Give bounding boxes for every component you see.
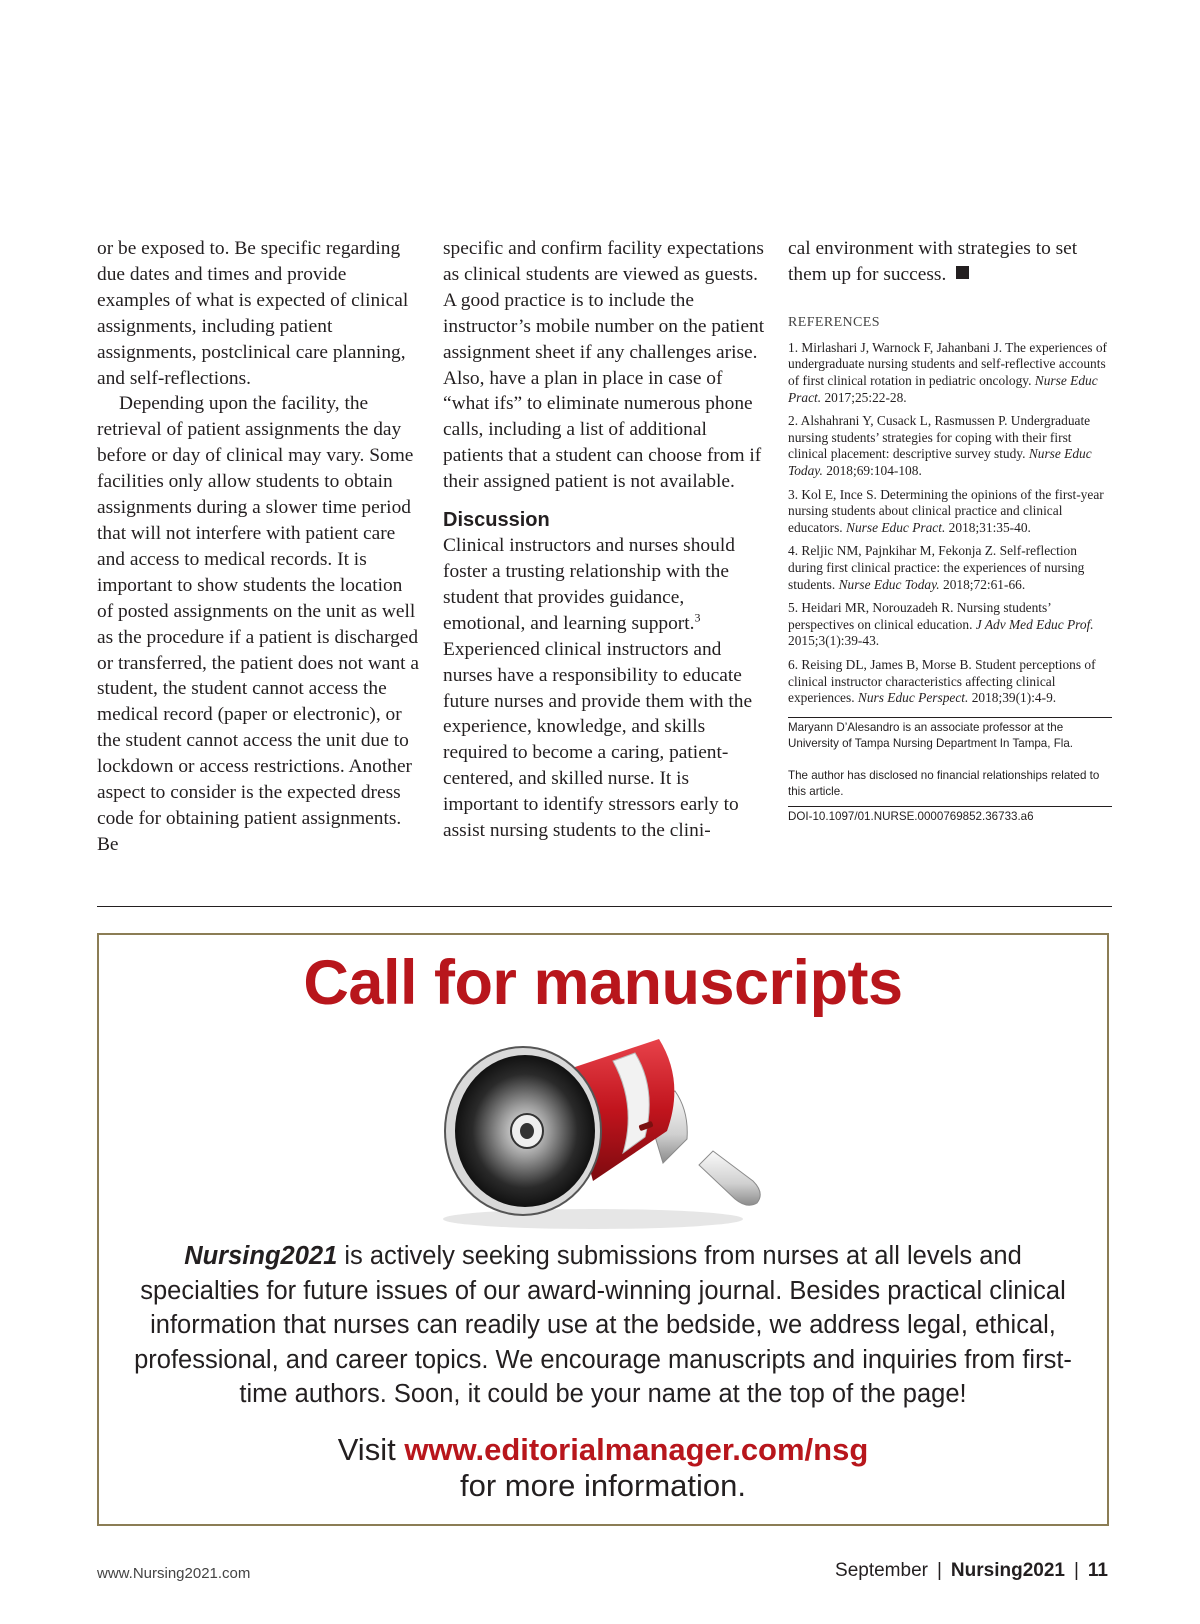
paragraph-text: Experienced clinical instructors and nurses have a responsibility to educate future nurses and provide them with the experience, knowledge, and skills required to become a caring, patient-centered, and skilled nurse. It is important to identify stressors early to assist nursing students to the clini- [443, 638, 753, 842]
reference-item [788, 413, 1112, 479]
reference-item [788, 543, 1112, 593]
paragraph-text: Clinical instructors and nurses should foster a trusting relationship with the student that provides guidance, emotional, and learning support. [443, 535, 735, 634]
reference-journal: Nurse Educ Pract. [846, 519, 946, 535]
section-divider [97, 906, 1112, 907]
doi: DOI-10.1097/01.NURSE.0000769852.36733.a6 [788, 809, 1034, 823]
ad-title: Call for manuscripts [303, 948, 903, 1018]
reference-text: 1. Mirlashari J, Warnock F, Jahanbani J. The experiences of undergraduate nursing students and self-reflective accounts of first clinical rotation in pediatric oncology. [788, 339, 1108, 388]
citation-superscript: 3 [694, 610, 701, 625]
article-paragraph: or be exposed to. Be specific regarding due dates and times and provide examples of what is expected of clinical assignments, including patient assignments, postclinical care planning, and self-reflections. [97, 238, 409, 389]
section-heading-discussion: Discussion [443, 509, 550, 532]
page-number: 11 [1087, 1560, 1108, 1581]
article-paragraph: specific and confirm facility expectations as clinical students are viewed as guests. A good practice is to include the instructor’s mobile number on the patient assignment sheet if any challenges arise. Also, have a plan in place in case of “what ifs” to eliminate numerous phone calls, including a list of additional patients that a student can choose from if their assigned patient is not available. [443, 238, 765, 493]
footer-folio [835, 1560, 1108, 1582]
footer-website: www.Nursing2021.com [97, 1565, 251, 1582]
reference-text: 3. Kol E, Ince S. Determining the opinions of the first-year nursing students about clinical practice and clinical educators. [788, 486, 1104, 535]
reference-journal: Nurse Educ Today. [838, 576, 940, 592]
reference-item [788, 600, 1112, 650]
call-for-manuscripts-ad [97, 933, 1109, 1526]
author-bio: Maryann D’Alesandro is an associate professor at the University of Tampa Nursing Department In Tampa, Fla. [788, 720, 1074, 750]
reference-item [788, 657, 1112, 707]
reference-text: 5. Heidari MR, Norouzadeh R. Nursing students’ perspectives on clinical education. [788, 600, 1051, 632]
footer-journal: Nursing2021 [950, 1560, 1065, 1581]
reference-item [788, 487, 1112, 537]
reference-item [788, 340, 1112, 406]
disclosure-statement: The author has disclosed no financial relationships related to this article. [788, 768, 1100, 798]
reference-text: 6. Reising DL, James B, Morse B. Student perceptions of clinical instructor characteristics affecting clinical experiences. [788, 656, 1096, 706]
paragraph-text: cal environment with strategies to set them up for success. [788, 238, 1078, 285]
reference-journal: Nurse Educ Today. [788, 446, 1092, 478]
reference-journal: Nurse Educ Pract. [788, 373, 1098, 405]
editorial-manager-link[interactable]: www.editorialmanager.com/nsg [404, 1431, 869, 1467]
reference-journal: Nurs Educ Perspect. [857, 690, 969, 706]
journal-brand: Nursing2021 [184, 1242, 338, 1270]
reference-text: 2015;3(1):39-43. [788, 633, 880, 649]
reference-text: 4. Reljic NM, Pajnkihar M, Fekonja Z. Self-reflection during first clinical practice: the experiences of nursing students. [788, 543, 1085, 592]
footer-separator: | [936, 1560, 942, 1581]
reference-text: 2018;69:104-108. [822, 462, 922, 478]
reference-text: 2017;25:22-28. [821, 389, 907, 405]
footer-month: September [835, 1560, 928, 1581]
divider [788, 806, 1112, 807]
article-column-3 [788, 236, 1112, 825]
reference-text: 2. Alshahrani Y, Cusack L, Rasmussen P. Undergraduate nursing students’ strategies for coping with their first clinical placement: descriptive survey study. [788, 413, 1091, 462]
divider [788, 717, 1112, 718]
reference-text: 2018;31:35-40. [945, 519, 1031, 535]
ad-visit [99, 1432, 1107, 1504]
ad-body [129, 1239, 1077, 1412]
reference-journal: J Adv Med Educ Prof. [975, 616, 1094, 632]
footer-separator: | [1073, 1560, 1079, 1581]
visit-suffix: for more information. [460, 1467, 746, 1503]
reference-text: 2018;72:61-66. [939, 576, 1026, 592]
article-column-1 [97, 236, 421, 858]
reference-text: 2018;39(1):4-9. [968, 690, 1057, 706]
references-heading: REFERENCES [788, 314, 880, 330]
article-column-2 [443, 236, 765, 844]
ad-body-text: is actively seeking submissions from nurses at all levels and specialties for future issues of our award-winning journal. Besides practical clinical information that nurses can readily use at the bedside, we address legal, ethical, professional, and career topics. We encourage manuscripts and inquiries from first-time authors. Soon, it could be your name at the top of the page! [134, 1242, 1072, 1408]
visit-prefix: Visit [337, 1431, 405, 1467]
reference-list [788, 340, 1112, 707]
article-paragraph: Depending upon the facility, the retrieval of patient assignments the day before or day of clinical may vary. Some facilities only allow students to obtain assignments during a slower time period that will not interfere with patient care and access to medical records. It is important to show students the location of posted assignments on the unit as well as the procedure if a patient is discharged or transferred, the patient does not want a student, the student cannot access the medical record (paper or electronic), or the student cannot access the unit due to lockdown or access restrictions. Another aspect to consider is the expected dress code for obtaining patient assignments. Be [97, 393, 419, 855]
article-paragraph [443, 533, 765, 844]
article-paragraph [788, 236, 1112, 288]
end-of-article-mark [956, 266, 969, 279]
megaphone-icon [413, 1031, 793, 1231]
